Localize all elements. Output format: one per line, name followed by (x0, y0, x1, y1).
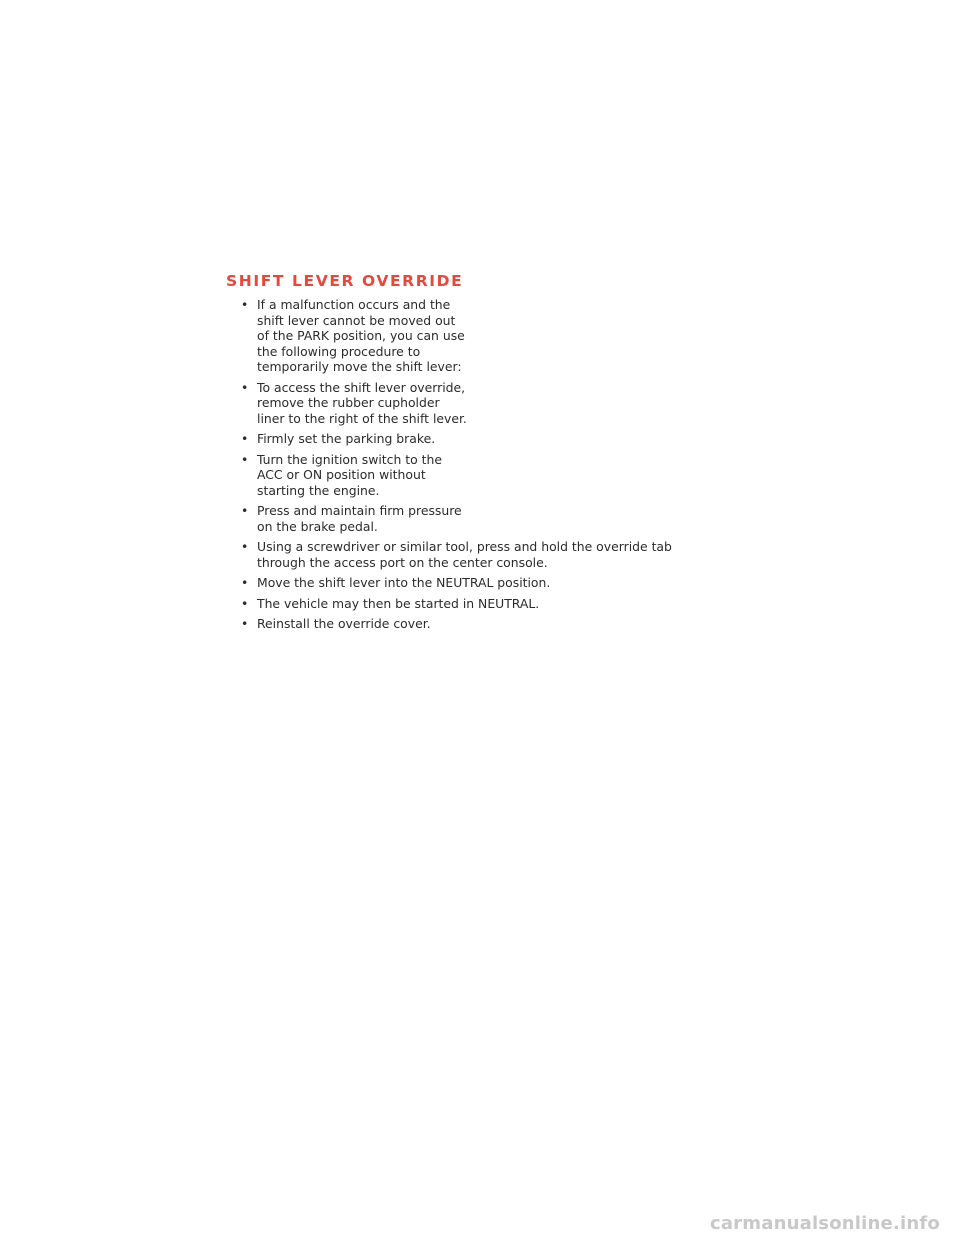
site-watermark: carmanualsonline.info (709, 1213, 940, 1234)
list-item: • Firmly set the parking brake. (226, 431, 469, 447)
procedure-list (226, 297, 706, 632)
list-item: • To access the shift lever override, remove the rubber cupholder liner to the right of the shift lever. (226, 380, 469, 427)
list-item: • Turn the ignition switch to the ACC or ON position without starting the engine. (226, 452, 469, 499)
list-item: • Move the shift lever into the NEUTRAL position. (226, 575, 717, 591)
list-item: • The vehicle may then be started in NEUTRAL. (226, 596, 717, 612)
section-title: SHIFT LEVER OVERRIDE (226, 272, 464, 290)
list-item: • Using a screwdriver or similar tool, press and hold the override tab through the access port on the center console. (226, 539, 717, 570)
shift-lever-override-section (226, 270, 706, 637)
list-item: • Press and maintain firm pressure on the brake pedal. (226, 503, 469, 534)
list-item: • If a malfunction occurs and the shift lever cannot be moved out of the PARK position, you can use the following procedure to temporarily move the shift lever: (226, 297, 469, 375)
list-item: • Reinstall the override cover. (226, 616, 717, 632)
